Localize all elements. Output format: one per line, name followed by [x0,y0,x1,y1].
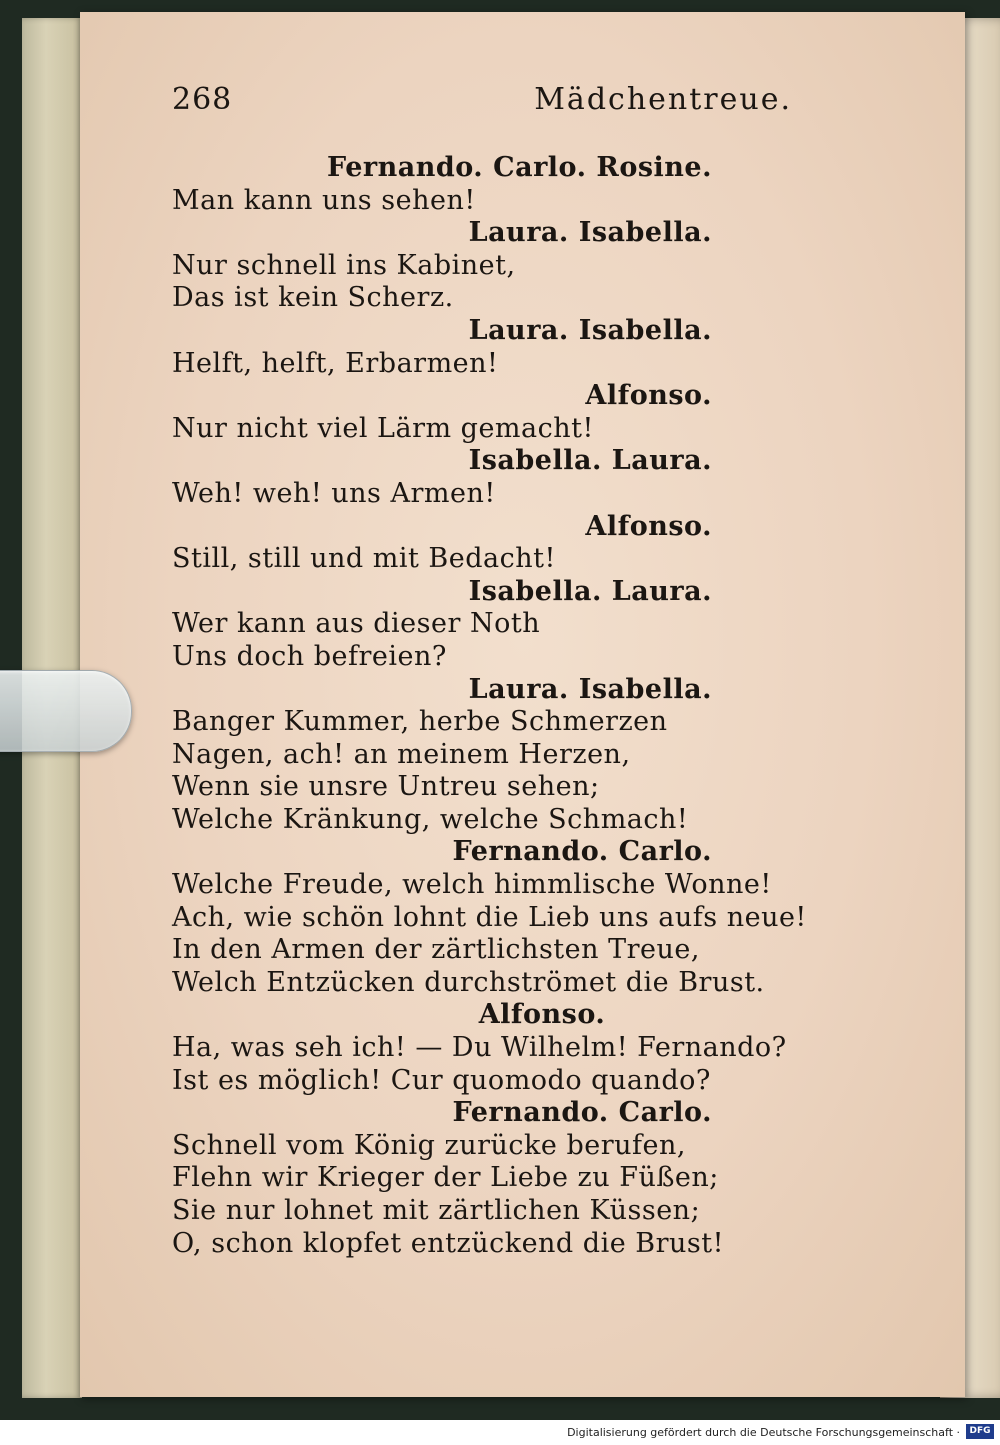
verse-line: Ist es möglich! Cur quomodo quando? [172,1064,711,1096]
speaker-heading: Alfonso. [585,380,712,412]
verse-line: Banger Kummer, herbe Schmerzen [172,706,668,738]
verse-line: Welche Freude, welch himmlische Wonne! [172,869,772,901]
book-page [80,12,965,1397]
page-header [172,82,792,122]
verse-line: Wer kann aus dieser Noth [172,608,541,640]
dfg-logo-icon: DFG [966,1424,994,1439]
verse-line: Still, still und mit Bedacht! [172,543,556,575]
speaker-heading: Laura. Isabella. [468,673,712,705]
verse-line: In den Armen der zärtlichsten Treue, [172,934,700,966]
verse-line: Helft, helft, Erbarmen! [172,347,499,379]
verse-line: Flehn wir Krieger der Liebe zu Füßen; [172,1162,719,1194]
speaker-heading: Isabella. Laura. [468,575,712,607]
verse-line: Wenn sie unsre Untreu sehen; [172,771,600,803]
speaker-heading: Laura. Isabella. [468,217,712,249]
verse-line: Nagen, ach! an meinem Herzen, [172,738,631,770]
verse-line: Schnell vom König zurücke berufen, [172,1129,686,1161]
verse-line: Ha, was seh ich! — Du Wilhelm! Fernando? [172,1032,787,1064]
verse-line: Nur nicht viel Lärm gemacht! [172,412,594,444]
footer-credit: Digitalisierung gefördert durch die Deutsche Forschungsgemeinschaft · [567,1426,960,1439]
verse-line: Man kann uns sehen! [172,184,476,216]
glass-page-holder [0,670,132,752]
verse-line: Nur schnell ins Kabinet, [172,249,516,281]
speaker-heading: Fernando. Carlo. [452,836,712,868]
speaker-heading: Fernando. Carlo. Rosine. [327,152,712,183]
verse-line: Das ist kein Scherz. [172,282,454,314]
speaker-heading: Isabella. Laura. [468,445,712,477]
verse-line: Weh! weh! uns Armen! [172,477,496,509]
speaker-heading: Alfonso. [478,999,606,1031]
verse-line: Ach, wie schön lohnt die Lieb uns aufs neue! [172,901,807,933]
speaker-heading: Fernando. Carlo. [452,1097,712,1129]
speaker-heading: Laura. Isabella. [468,314,712,346]
verse-line: Welche Kränkung, welche Schmach! [172,803,689,835]
page-number: 268 [172,82,233,117]
page-text [172,82,807,1260]
verse-line: Sie nur lohnet mit zärtlichen Küssen; [172,1195,701,1226]
verse-line: O, schon klopfet entzückend die Brust! [172,1227,724,1259]
running-title: Mädchentreue. [534,82,792,117]
verse-line: Welch Entzücken durchströmet die Brust. [172,966,765,998]
verse-line: Uns doch befreien? [172,640,447,672]
speaker-heading: Alfonso. [585,510,712,542]
